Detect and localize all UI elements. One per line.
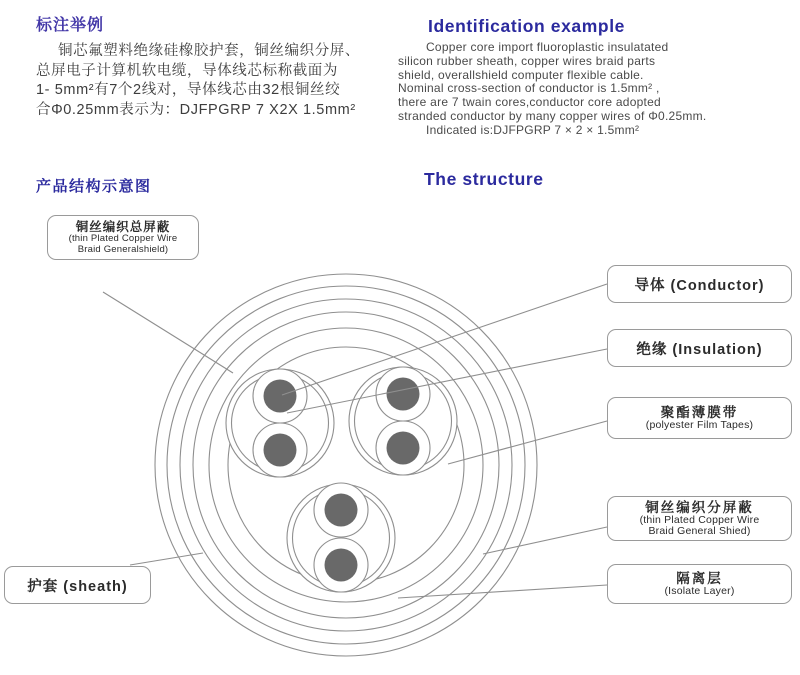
en-example-line: Nominal cross-section of conductor is 1.5mm² , <box>398 81 660 96</box>
film-tape-label-en: (polyester Film Tapes) <box>645 418 754 431</box>
en-example-title: Identification example <box>428 16 625 36</box>
pair-group-a <box>226 369 334 477</box>
cn-example-title: 标注举例 <box>36 17 105 34</box>
cn-example-line: 合Φ0.25mm表示为：DJFPGRP 7 X2X 1.5mm² <box>36 101 356 118</box>
cn-example-line: 1- 5mm²有7个2线对，导体线芯由32根铜丝绞 <box>36 82 341 98</box>
pair-shield-label-en: (thin Plated Copper Wire <box>639 513 760 526</box>
isolate-layer-label-cn: 隔离层 <box>676 570 723 586</box>
overall-shield-label-en: (thin Plated Copper Wire <box>68 233 178 244</box>
section-title-en: The structure <box>424 169 544 189</box>
sheath-label <box>4 566 151 604</box>
pair-group-b <box>349 367 457 475</box>
insulation-label-text: 绝缘 (Insulation) <box>636 341 763 358</box>
isolate-layer-label <box>607 564 792 604</box>
leader-line-pair-shield <box>483 527 607 554</box>
overall-shield-label <box>47 215 199 260</box>
conductor-core <box>387 432 420 465</box>
conductor-core <box>264 434 297 467</box>
conductor-core <box>325 549 358 582</box>
conductor-core <box>264 380 297 413</box>
leader-line-overall-shield <box>103 292 233 373</box>
leader-line-isolate <box>398 585 607 598</box>
pair-shield-label-en: Braid General Shied) <box>648 525 751 537</box>
leader-line-film-tape <box>448 421 607 464</box>
pair-group-c <box>287 483 395 592</box>
leader-line-conductor <box>282 284 607 395</box>
cn-example-line: 铜芯氟塑料绝缘硅橡胶护套，铜丝编织分屏、 <box>58 43 360 59</box>
en-example-line: Indicated is:DJFPGRP 7 × 2 × 1.5mm² <box>426 122 640 137</box>
en-example-line: there are 7 twain cores,conductor core adopted <box>398 95 661 110</box>
cn-example-line: 总屏电子计算机软电缆，导体线芯标称截面为 <box>36 62 338 79</box>
sheath-label-text: 护套 (sheath) <box>27 578 128 595</box>
en-example-line: stranded conductor by many copper wires of Φ0.25mm. <box>398 108 707 123</box>
film-tape-label <box>607 397 792 439</box>
pair-shield-label <box>607 496 792 541</box>
overall-shield-label-cn: 铜丝编织总屏蔽 <box>75 220 171 234</box>
isolate-layer-label-en: (Isolate Layer) <box>664 584 735 597</box>
conductor-label-text: 导体 (Conductor) <box>634 277 765 294</box>
conductor-label <box>607 265 792 303</box>
leader-line-sheath <box>130 553 203 565</box>
en-example-line: Copper core import fluoroplastic insulatated <box>426 40 669 54</box>
overall-shield-label-en: Braid Generalshield) <box>77 243 169 255</box>
film-tape-label-cn: 聚酯薄膜带 <box>660 404 739 420</box>
pair-shield-label-cn: 铜丝编织分屏蔽 <box>645 499 754 515</box>
section-title-cn: 产品结构示意图 <box>36 178 152 195</box>
insulation-label <box>607 329 792 367</box>
conductor-core <box>387 378 420 411</box>
sheath-outer-ring <box>155 274 537 656</box>
conductor-core <box>325 494 358 527</box>
en-example-line: silicon rubber sheath, copper wires braid parts <box>398 53 656 68</box>
en-example-line: shield, overallshield computer flexible cable. <box>398 67 644 82</box>
